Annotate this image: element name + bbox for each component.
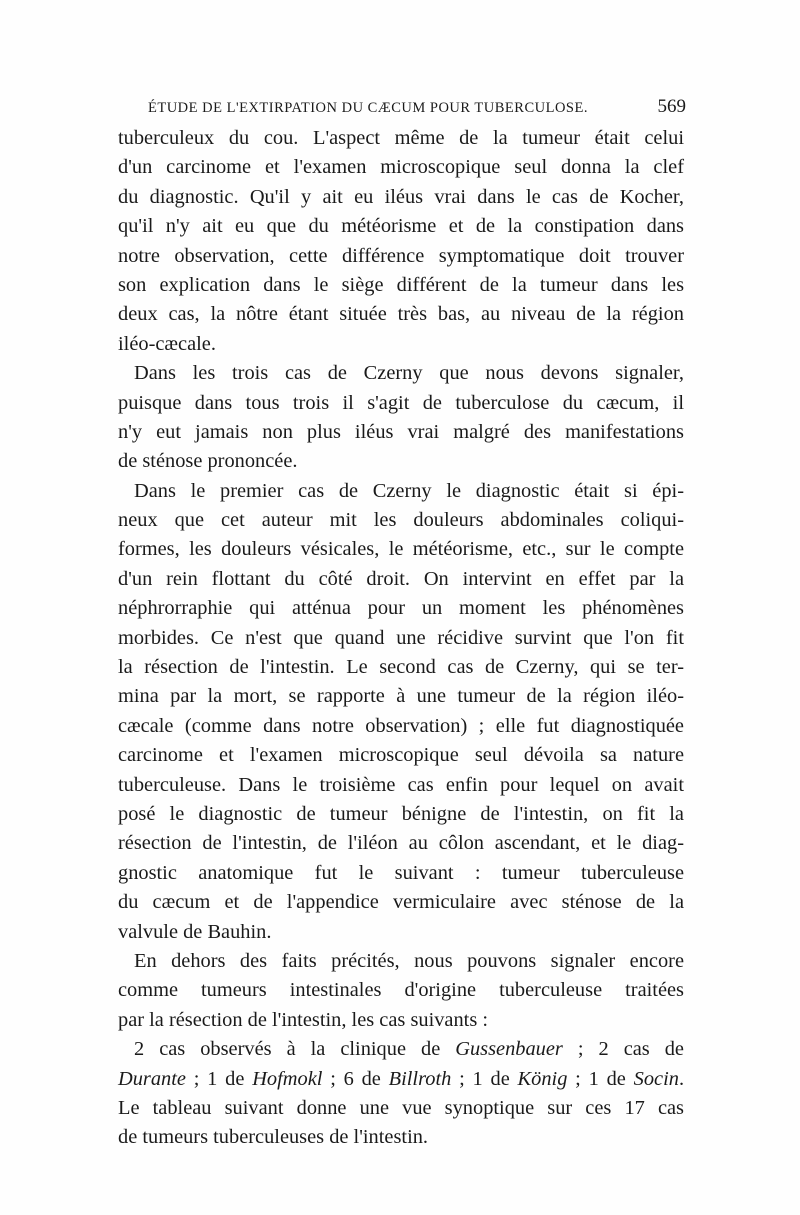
body-text [118, 124, 684, 1153]
text-line: iléo-cæcale. [118, 332, 216, 355]
cases-text: ; 2 cas de [562, 1038, 684, 1061]
text-line: comme tumeurs intestinales d'origine tuberculeuse traitées [118, 979, 684, 1002]
text-line: cæcale (comme dans notre observation) ; elle fut diagnostiquée [118, 714, 684, 737]
text-line: En dehors des faits précités, nous pouvons signaler encore [134, 949, 684, 972]
author-name: Gussenbauer [455, 1038, 563, 1061]
author-name: Billroth [388, 1067, 452, 1090]
text-line: notre observation, cette différence symptomatique doit trouver [118, 244, 684, 267]
cases-text: 2 cas observés à la clinique de [134, 1038, 456, 1061]
page-number: 569 [657, 96, 686, 117]
author-name: Durante [118, 1067, 186, 1090]
running-head [148, 96, 686, 124]
cases-text: ; 1 de [185, 1067, 253, 1090]
text-line: puisque dans tous trois il s'agit de tuberculose du cæcum, il [118, 391, 684, 414]
text-line: morbides. Ce n'est que quand une récidive survint que l'on fit [118, 626, 684, 649]
author-name: König [517, 1067, 568, 1090]
text-line: Dans le premier cas de Czerny le diagnostic était si épi- [134, 479, 684, 502]
cases-line [118, 1065, 684, 1094]
cases-text: ; 1 de [451, 1067, 518, 1090]
author-name: Hofmokl [252, 1067, 323, 1090]
text-line: Le tableau suivant donne une vue synoptique sur ces 17 cas [118, 1096, 684, 1119]
cases-text: ; 6 de [322, 1067, 389, 1090]
text-line: la résection de l'intestin. Le second cas de Czerny, qui se ter- [118, 656, 684, 679]
text-line: valvule de Bauhin. [118, 920, 272, 943]
cases-text: ; 1 de [567, 1067, 634, 1090]
text-line: résection de l'intestin, de l'iléon au côlon ascendant, et le diag- [118, 832, 684, 855]
text-line: mina par la mort, se rapporte à une tumeur de la région iléo- [118, 685, 684, 708]
text-line: n'y eut jamais non plus iléus vrai malgré des manifestations [118, 420, 684, 443]
text-line: carcinome et l'examen microscopique seul dévoila sa nature [118, 744, 684, 767]
text-line: néphrorraphie qui atténua pour un moment les phénomènes [118, 597, 684, 620]
text-line: qu'il n'y ait eu que du météorisme et de la constipation dans [118, 215, 684, 238]
cases-text: . [678, 1067, 685, 1090]
text-line: du cæcum et de l'appendice vermiculaire avec sténose de la [118, 891, 684, 914]
text-line: de tumeurs tuberculeuses de l'intestin. [118, 1126, 429, 1149]
text-line: d'un rein flottant du côté droit. On intervint en effet par la [118, 567, 684, 590]
text-line: son explication dans le siège différent de la tumeur dans les [118, 273, 684, 296]
text-line: d'un carcinome et l'examen microscopique seul donna la clef [118, 156, 684, 179]
text-line: deux cas, la nôtre étant située très bas, au niveau de la région [118, 303, 684, 326]
text-line: posé le diagnostic de tumeur bénigne de l'intestin, on fit la [118, 802, 684, 825]
text-line: du diagnostic. Qu'il y ait eu iléus vrai dans le cas de Kocher, [118, 185, 684, 208]
text-line: tuberculeuse. Dans le troisième cas enfin pour lequel on avait [118, 773, 684, 796]
text-line: Dans les trois cas de Czerny que nous devons signaler, [134, 362, 684, 385]
text-line: neux que cet auteur mit les douleurs abdominales coliqui- [118, 509, 684, 532]
text-line: par la résection de l'intestin, les cas suivants : [118, 1008, 489, 1031]
text-line: de sténose prononcée. [118, 450, 298, 473]
running-title: ÉTUDE DE L'EXTIRPATION DU CÆCUM POUR TUBERCULOSE. [148, 100, 588, 116]
author-name: Socin [633, 1067, 679, 1090]
text-line: tuberculeux du cou. L'aspect même de la tumeur était celui [118, 127, 684, 149]
cases-line [118, 1035, 684, 1064]
text-line: formes, les douleurs vésicales, le météorisme, etc., sur le compte [118, 538, 684, 561]
text-line: gnostic anatomique fut le suivant : tumeur tuberculeuse [118, 861, 684, 884]
